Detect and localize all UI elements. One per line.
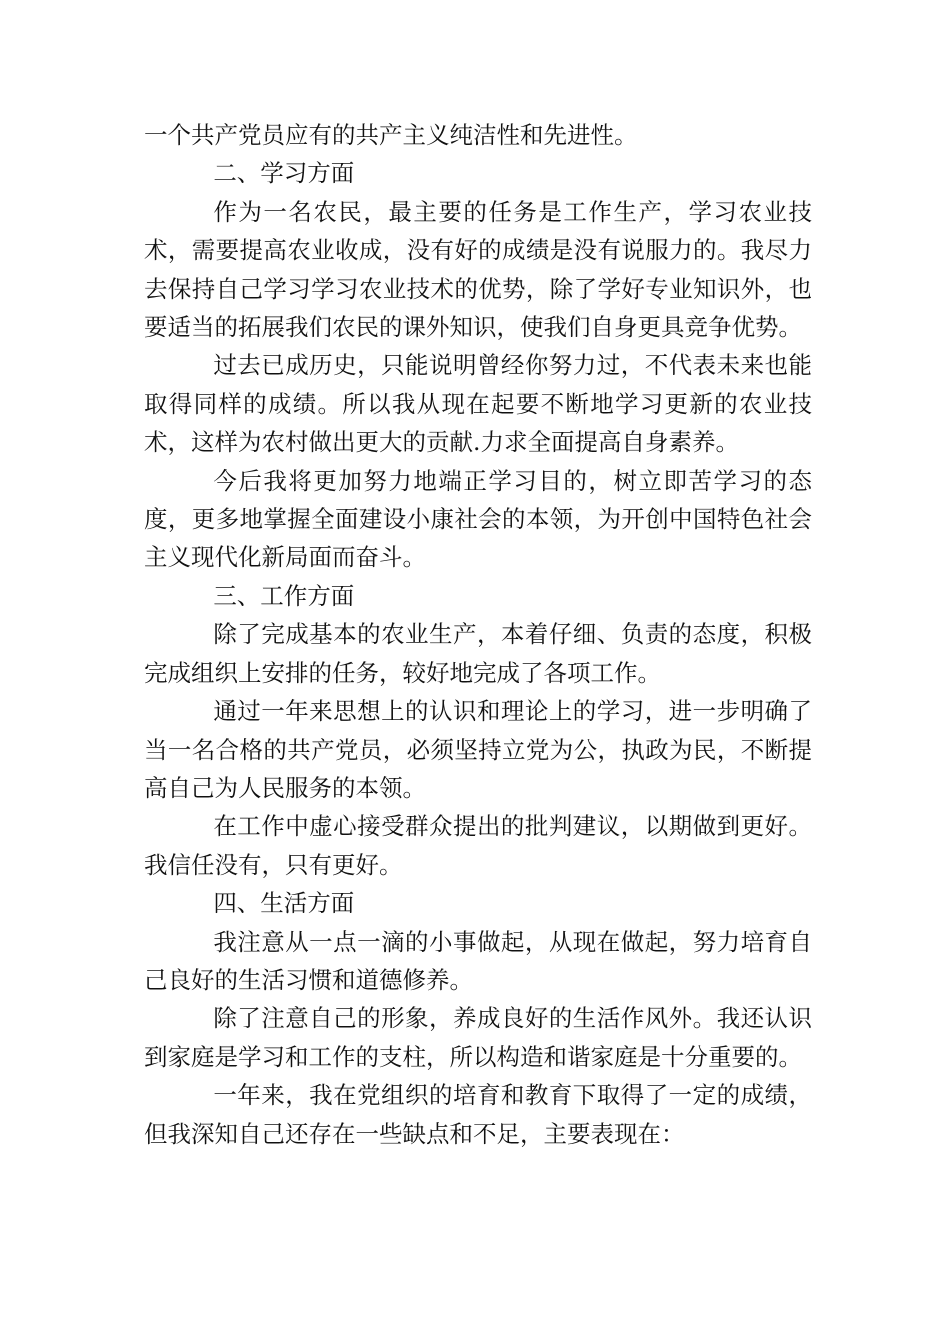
section-heading-life: 四、生活方面 xyxy=(213,889,355,918)
paragraph: 在工作中虚心接受群众提出的批判建议，以期做到更好。我信任没有，只有更好。 xyxy=(144,812,812,879)
paragraph: 我注意从一点一滴的小事做起，从现在做起，努力培育自己良好的生活习惯和道德修养。 xyxy=(144,927,812,994)
paragraph: 通过一年来思想上的认识和理论上的学习，进一步明确了当一名合格的共产党员，必须坚持立党为公，执政为民，不断提高自己为人民服务的本领。 xyxy=(144,697,812,802)
document-page xyxy=(144,116,812,1153)
section-heading-work: 三、工作方面 xyxy=(213,581,355,610)
paragraph: 今后我将更加努力地端正学习目的，树立即苦学习的态度，更多地掌握全面建设小康社会的本领，为开创中国特色社会主义现代化新局面而奋斗。 xyxy=(144,466,812,572)
paragraph-continuation: 一个共产党员应有的共产主义纯洁性和先进性。 xyxy=(144,121,638,149)
paragraph: 除了完成基本的农业生产，本着仔细、负责的态度，积极完成组织上安排的任务，较好地完成了各项工作。 xyxy=(144,620,812,687)
section-heading-study: 二、学习方面 xyxy=(213,159,355,188)
paragraph: 除了注意自己的形象，养成良好的生活作风外。我还认识到家庭是学习和工作的支柱，所以构造和谐家庭是十分重要的。 xyxy=(144,1004,812,1071)
paragraph: 过去已成历史，只能说明曾经你努力过，不代表未来也能取得同样的成绩。所以我从现在起要不断地学习更新的农业技术，这样为农村做出更大的贡献.力求全面提高自身素养。 xyxy=(144,351,812,457)
paragraph: 一年来，我在党组织的培育和教育下取得了一定的成绩，但我深知自己还存在一些缺点和不足，主要表现在： xyxy=(144,1081,812,1148)
paragraph: 作为一名农民，最主要的任务是工作生产，学习农业技术，需要提高农业收成，没有好的成绩是没有说服力的。我尽力去保持自己学习学习农业技术的优势，除了学好专业知识外，也要适当的拓展我们农民的课外知识，使我们自身更具竞争优势。 xyxy=(144,197,812,342)
